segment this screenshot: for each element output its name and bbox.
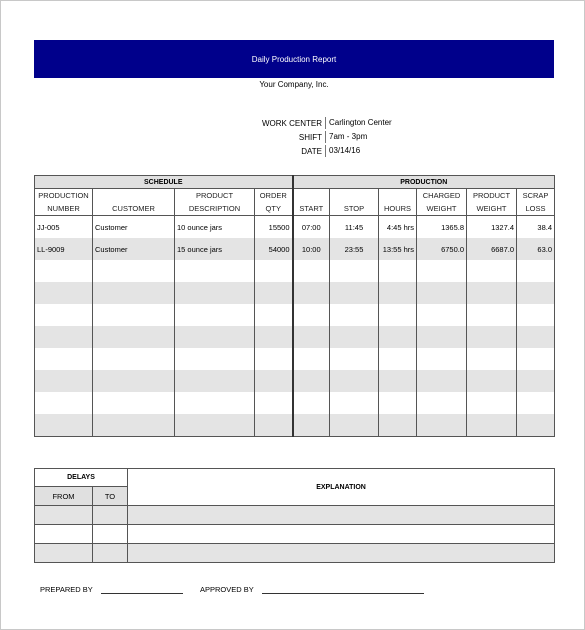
hours-cell[interactable] bbox=[379, 326, 417, 348]
column-header-top bbox=[35, 189, 555, 203]
production-rows bbox=[35, 216, 555, 437]
date-label: DATE bbox=[301, 146, 322, 156]
delay-to-cell[interactable] bbox=[93, 525, 128, 544]
start-cell[interactable] bbox=[293, 348, 330, 370]
product-description-cell[interactable] bbox=[175, 370, 255, 392]
scrap-loss-cell[interactable] bbox=[517, 392, 555, 414]
product-description-header-bottom: DESCRIPTION bbox=[175, 202, 255, 216]
delay-row bbox=[35, 506, 555, 525]
product-weight-cell[interactable] bbox=[467, 260, 517, 282]
customer-cell[interactable] bbox=[93, 326, 175, 348]
product-description-cell[interactable]: 10 ounce jars bbox=[175, 216, 255, 239]
scrap-loss-cell[interactable] bbox=[517, 414, 555, 437]
charged-weight-cell[interactable] bbox=[417, 282, 467, 304]
approved-by-label: APPROVED BY bbox=[200, 585, 254, 594]
hours-cell[interactable] bbox=[379, 370, 417, 392]
work-center-value[interactable]: Carlington Center bbox=[325, 117, 419, 129]
product-weight-cell[interactable] bbox=[467, 282, 517, 304]
order-qty-cell[interactable] bbox=[255, 282, 293, 304]
scrap-loss-cell[interactable] bbox=[517, 326, 555, 348]
hours-header-bottom: HOURS bbox=[379, 202, 417, 216]
delay-to-cell[interactable] bbox=[93, 544, 128, 563]
order-qty-header-bottom: QTY bbox=[255, 202, 293, 216]
customer-cell[interactable] bbox=[93, 392, 175, 414]
order-qty-cell[interactable] bbox=[255, 392, 293, 414]
meta-row-work-center bbox=[240, 116, 419, 130]
product-description-header-top: PRODUCT bbox=[175, 189, 255, 203]
order-qty-cell[interactable] bbox=[255, 326, 293, 348]
hours-cell[interactable] bbox=[379, 282, 417, 304]
production-number-cell[interactable] bbox=[35, 326, 93, 348]
start-cell[interactable] bbox=[293, 370, 330, 392]
delay-from-cell[interactable] bbox=[35, 544, 93, 563]
start-cell[interactable] bbox=[293, 414, 330, 437]
customer-cell[interactable] bbox=[93, 370, 175, 392]
charged-weight-header-top: CHARGED bbox=[417, 189, 467, 203]
product-description-cell[interactable]: 15 ounce jars bbox=[175, 238, 255, 260]
table-row bbox=[35, 238, 555, 260]
production-heading: PRODUCTION bbox=[293, 176, 555, 189]
order-qty-cell[interactable]: 15500 bbox=[255, 216, 293, 239]
product-weight-cell[interactable] bbox=[467, 370, 517, 392]
table-row bbox=[35, 304, 555, 326]
production-number-header-bottom: NUMBER bbox=[35, 202, 93, 216]
production-number-cell[interactable]: LL-9009 bbox=[35, 238, 93, 260]
hours-cell[interactable] bbox=[379, 260, 417, 282]
customer-cell[interactable]: Customer bbox=[93, 238, 175, 260]
delay-to-heading: TO bbox=[93, 487, 128, 506]
delay-explanation-cell[interactable] bbox=[128, 525, 555, 544]
charged-weight-cell[interactable] bbox=[417, 260, 467, 282]
product-weight-cell[interactable] bbox=[467, 414, 517, 437]
start-cell[interactable]: 07:00 bbox=[293, 216, 330, 239]
production-number-cell[interactable] bbox=[35, 348, 93, 370]
scrap-loss-cell[interactable]: 63.0 bbox=[517, 238, 555, 260]
product-weight-header-bottom: WEIGHT bbox=[467, 202, 517, 216]
order-qty-cell[interactable] bbox=[255, 348, 293, 370]
table-row bbox=[35, 282, 555, 304]
hours-cell[interactable]: 4:45 hrs bbox=[379, 216, 417, 239]
production-number-cell[interactable] bbox=[35, 260, 93, 282]
charged-weight-cell[interactable] bbox=[417, 348, 467, 370]
report-title-bar bbox=[34, 40, 554, 78]
production-number-cell[interactable] bbox=[35, 392, 93, 414]
table-row bbox=[35, 216, 555, 239]
delay-from-heading: FROM bbox=[35, 487, 93, 506]
delay-row bbox=[35, 525, 555, 544]
delay-from-cell[interactable] bbox=[35, 525, 93, 544]
stop-cell[interactable]: 11:45 bbox=[330, 216, 379, 239]
start-cell[interactable] bbox=[293, 392, 330, 414]
charged-weight-header-bottom: WEIGHT bbox=[417, 202, 467, 216]
scrap-loss-cell[interactable] bbox=[517, 282, 555, 304]
hours-cell[interactable] bbox=[379, 304, 417, 326]
charged-weight-cell[interactable] bbox=[417, 414, 467, 437]
product-weight-header-top: PRODUCT bbox=[467, 189, 517, 203]
order-qty-cell[interactable]: 54000 bbox=[255, 238, 293, 260]
prepared-by-field bbox=[40, 582, 183, 594]
production-number-cell[interactable] bbox=[35, 414, 93, 437]
shift-label: SHIFT bbox=[298, 132, 322, 142]
scrap-loss-header-bottom: LOSS bbox=[517, 202, 555, 216]
product-description-cell[interactable] bbox=[175, 348, 255, 370]
approved-by-line[interactable] bbox=[262, 582, 424, 594]
charged-weight-cell[interactable] bbox=[417, 392, 467, 414]
work-center-label: WORK CENTER bbox=[262, 118, 322, 128]
stop-cell[interactable] bbox=[330, 282, 379, 304]
delay-from-cell[interactable] bbox=[35, 506, 93, 525]
customer-cell[interactable] bbox=[93, 348, 175, 370]
scrap-loss-cell[interactable] bbox=[517, 348, 555, 370]
production-table bbox=[34, 175, 555, 437]
start-cell[interactable] bbox=[293, 304, 330, 326]
production-number-cell[interactable] bbox=[35, 304, 93, 326]
column-header-bottom bbox=[35, 202, 555, 216]
product-weight-cell[interactable] bbox=[467, 326, 517, 348]
company-name: Your Company, Inc. bbox=[259, 80, 329, 89]
date-value[interactable]: 03/14/16 bbox=[325, 145, 419, 157]
hours-cell[interactable] bbox=[379, 348, 417, 370]
charged-weight-cell[interactable]: 6750.0 bbox=[417, 238, 467, 260]
customer-cell[interactable] bbox=[93, 304, 175, 326]
stop-cell[interactable] bbox=[330, 370, 379, 392]
delays-heading: DELAYS bbox=[35, 469, 128, 487]
start-cell[interactable] bbox=[293, 260, 330, 282]
table-row bbox=[35, 326, 555, 348]
product-weight-cell[interactable]: 1327.4 bbox=[467, 216, 517, 239]
start-cell[interactable] bbox=[293, 326, 330, 348]
customer-cell[interactable] bbox=[93, 260, 175, 282]
table-row bbox=[35, 370, 555, 392]
start-header-top bbox=[293, 189, 330, 203]
customer-header-top bbox=[93, 189, 175, 203]
product-description-cell[interactable] bbox=[175, 282, 255, 304]
explanation-heading: EXPLANATION bbox=[128, 469, 555, 506]
production-number-cell[interactable] bbox=[35, 370, 93, 392]
table-row bbox=[35, 348, 555, 370]
charged-weight-cell[interactable]: 1365.8 bbox=[417, 216, 467, 239]
scrap-loss-cell[interactable] bbox=[517, 260, 555, 282]
customer-cell[interactable]: Customer bbox=[93, 216, 175, 239]
scrap-loss-cell[interactable] bbox=[517, 304, 555, 326]
table-row bbox=[35, 260, 555, 282]
prepared-by-label: PREPARED BY bbox=[40, 585, 93, 594]
scrap-loss-cell[interactable] bbox=[517, 370, 555, 392]
order-qty-cell[interactable] bbox=[255, 414, 293, 437]
hours-cell[interactable] bbox=[379, 392, 417, 414]
charged-weight-cell[interactable] bbox=[417, 326, 467, 348]
customer-cell[interactable] bbox=[93, 414, 175, 437]
delay-row bbox=[35, 544, 555, 563]
meta-row-shift bbox=[240, 130, 419, 144]
stop-cell[interactable]: 23:55 bbox=[330, 238, 379, 260]
order-qty-cell[interactable] bbox=[255, 304, 293, 326]
stop-cell[interactable] bbox=[330, 392, 379, 414]
schedule-heading: SCHEDULE bbox=[35, 176, 293, 189]
product-description-cell[interactable] bbox=[175, 304, 255, 326]
production-number-cell[interactable] bbox=[35, 282, 93, 304]
hours-header-top bbox=[379, 189, 417, 203]
product-description-cell[interactable] bbox=[175, 414, 255, 437]
product-weight-cell[interactable] bbox=[467, 348, 517, 370]
charged-weight-cell[interactable] bbox=[417, 304, 467, 326]
report-title: Daily Production Report bbox=[251, 54, 337, 64]
stop-header-top bbox=[330, 189, 379, 203]
stop-cell[interactable] bbox=[330, 260, 379, 282]
report-meta bbox=[240, 116, 419, 158]
production-number-cell[interactable]: JJ-005 bbox=[35, 216, 93, 239]
start-header-bottom: START bbox=[293, 202, 330, 216]
hours-cell[interactable]: 13:55 hrs bbox=[379, 238, 417, 260]
hours-cell[interactable] bbox=[379, 414, 417, 437]
stop-cell[interactable] bbox=[330, 348, 379, 370]
customer-header-bottom: CUSTOMER bbox=[93, 202, 175, 216]
stop-cell[interactable] bbox=[330, 414, 379, 437]
delay-explanation-cell[interactable] bbox=[128, 506, 555, 525]
scrap-loss-header-top: SCRAP bbox=[517, 189, 555, 203]
product-description-cell[interactable] bbox=[175, 392, 255, 414]
order-qty-header-top: ORDER bbox=[255, 189, 293, 203]
stop-cell[interactable] bbox=[330, 304, 379, 326]
meta-row-date bbox=[240, 144, 419, 158]
product-weight-cell[interactable] bbox=[467, 392, 517, 414]
charged-weight-cell[interactable] bbox=[417, 370, 467, 392]
product-description-cell[interactable] bbox=[175, 260, 255, 282]
approved-by-field bbox=[200, 582, 424, 594]
delay-explanation-cell[interactable] bbox=[128, 544, 555, 563]
stop-header-bottom: STOP bbox=[330, 202, 379, 216]
order-qty-cell[interactable] bbox=[255, 260, 293, 282]
start-cell[interactable]: 10:00 bbox=[293, 238, 330, 260]
stop-cell[interactable] bbox=[330, 326, 379, 348]
order-qty-cell[interactable] bbox=[255, 370, 293, 392]
shift-value[interactable]: 7am - 3pm bbox=[325, 131, 419, 143]
table-row bbox=[35, 414, 555, 437]
start-cell[interactable] bbox=[293, 282, 330, 304]
product-weight-cell[interactable]: 6687.0 bbox=[467, 238, 517, 260]
production-number-header-top: PRODUCTION bbox=[35, 189, 93, 203]
scrap-loss-cell[interactable]: 38.4 bbox=[517, 216, 555, 239]
customer-cell[interactable] bbox=[93, 282, 175, 304]
delays-table bbox=[34, 468, 555, 563]
prepared-by-line[interactable] bbox=[101, 582, 183, 594]
product-description-cell[interactable] bbox=[175, 326, 255, 348]
delay-to-cell[interactable] bbox=[93, 506, 128, 525]
table-row bbox=[35, 392, 555, 414]
product-weight-cell[interactable] bbox=[467, 304, 517, 326]
